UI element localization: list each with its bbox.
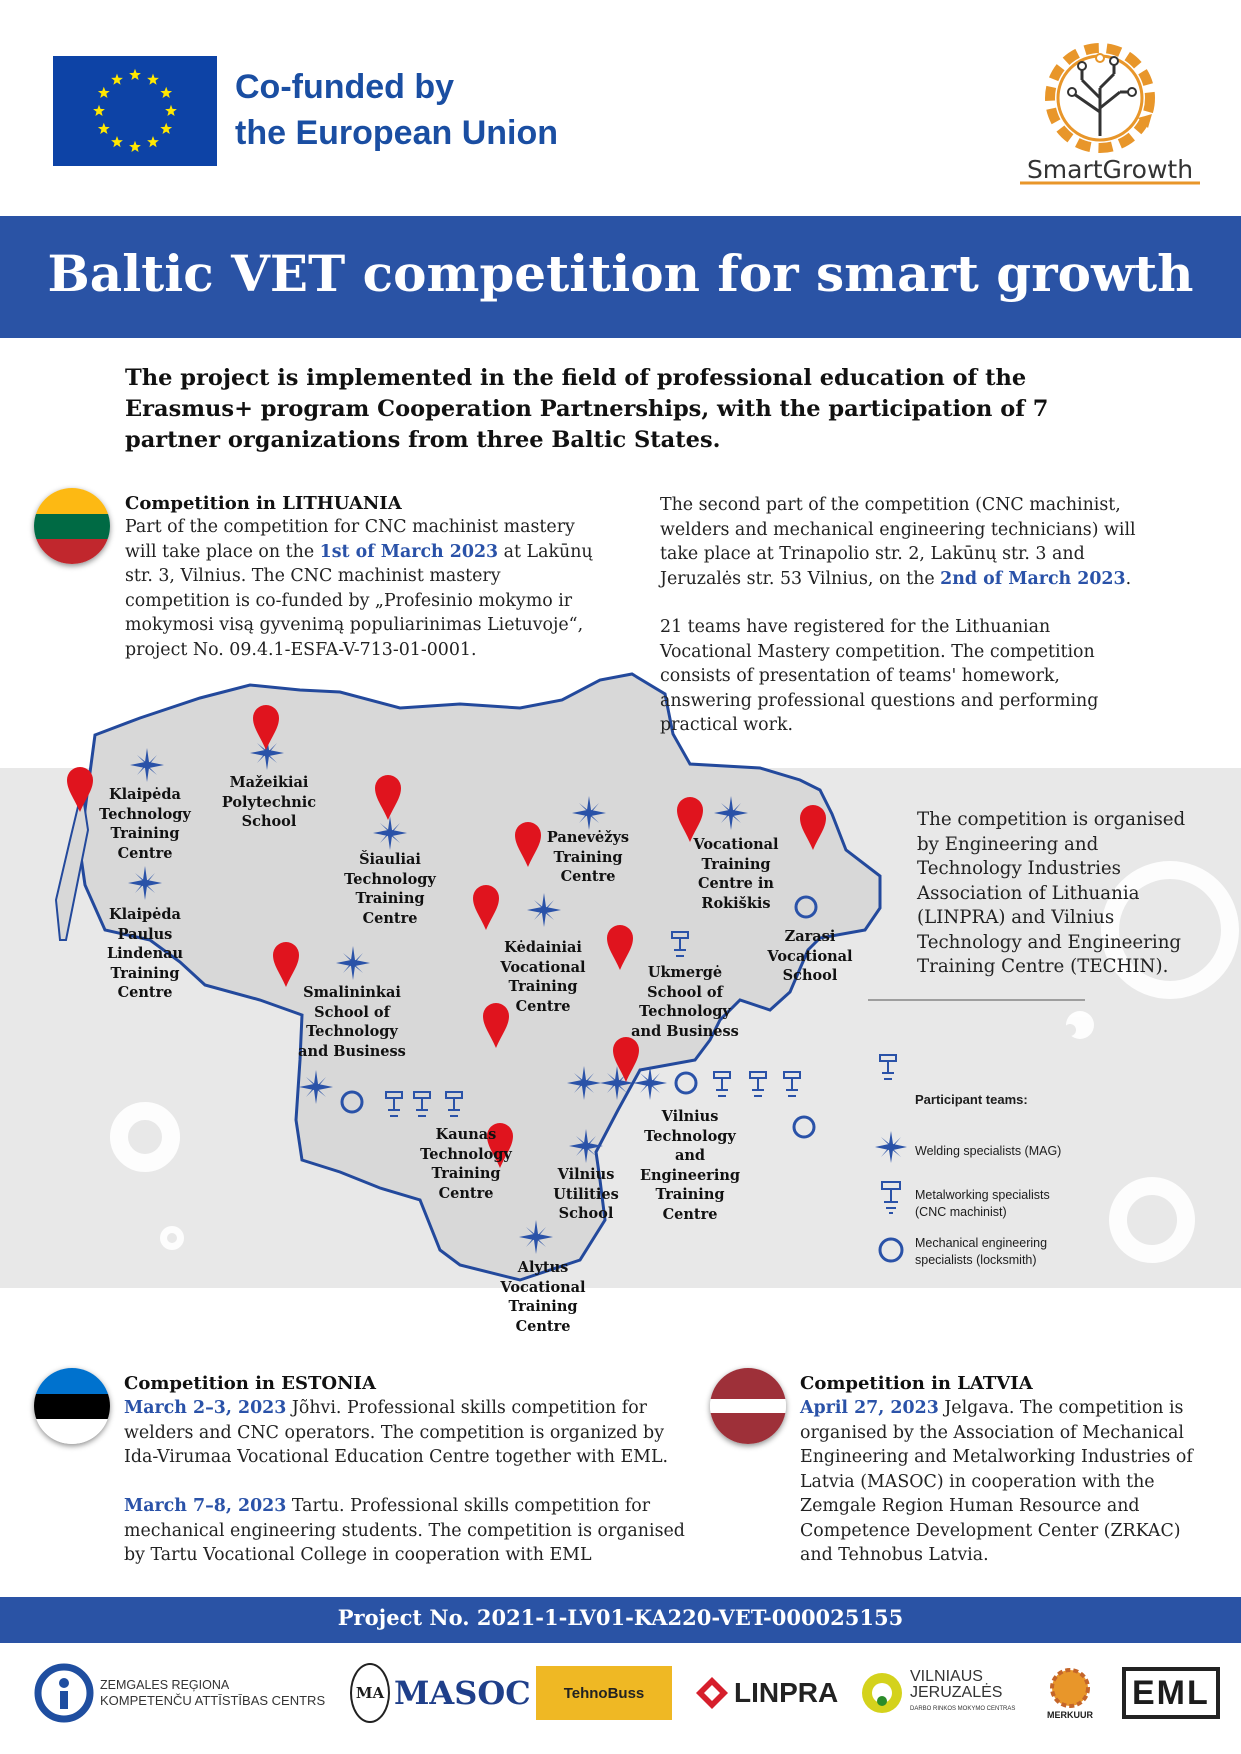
lithuania-organiser: The competition is organised by Engineering and Technology Industries Association of Lithuania (LINPRA) and Vilnius Technology and Engineering Training Centre (TECHIN). (917, 809, 1186, 977)
map-label-vilnius-ut: Vilnius Utilities School (553, 1166, 619, 1222)
gear-circuit-icon (1010, 28, 1210, 190)
legend-welding: Welding specialists (MAG) (915, 1144, 1062, 1158)
partner-masoc-logo: MA MASOC (350, 1660, 531, 1726)
legend-title: Participant teams: (915, 1092, 1028, 1107)
eu-line-1: Co-funded by (235, 68, 455, 106)
legend-cnc-icon (878, 1180, 904, 1216)
legend-gear-icon (880, 1239, 902, 1261)
eu-flag (53, 56, 217, 166)
partner-eml-logo: EML (1122, 1660, 1220, 1726)
smartgrowth-wordmark: SmartGrowth (1026, 155, 1194, 184)
project-number: Project No. 2021-1-LV01-KA220-VET-000025155 (337, 1605, 904, 1630)
smartgrowth-logo (1010, 28, 1210, 190)
legend-weld-star-icon (874, 1130, 908, 1164)
latvia-event-1: April 27, 2023 Jelgava. The competition is organised by the Association of Mechanical Engineering and Metalworking Industries of Latvia (MASOC) in cooperation with the Zemgale Region Human Resource and Competence Development Center (ZRKAC) and Tehnobus Latvia. (800, 1398, 1193, 1565)
eu-star-icon (147, 74, 159, 85)
latvia-heading: Competition in LATVIA (800, 1373, 1033, 1394)
eu-star-icon (111, 74, 123, 85)
eu-stars-icon (53, 56, 217, 166)
map-label-mazeikiai: Mažeikiai Polytechnic School (221, 774, 317, 830)
estonia-event-1: March 2–3, 2023 Jõhvi. Professional skills competition for welders and CNC operators. The competition is organized by Ida-Virumaa Vocational Education Centre together with EML. (124, 1398, 669, 1467)
zrkac-emblem-icon (34, 1663, 94, 1723)
vj-emblem-icon (860, 1671, 904, 1715)
partner-tehnobuss-logo: TehnoBuss (536, 1666, 672, 1720)
eu-star-icon (147, 136, 159, 147)
estonia-event-2: March 7–8, 2023 Tartu. Professional skills competition for mechanical engineering students. The competition is organised by Tartu Vocational College in cooperation with EML (124, 1496, 685, 1565)
eu-star-icon (93, 105, 105, 116)
partner-merkuur-logo: MERKUUR (1040, 1660, 1100, 1726)
lithuania-heading: Competition in LITHUANIA (125, 493, 402, 514)
map-label-kedainiai: Kėdainiai Vocational Training Centre (500, 939, 586, 1015)
eu-star-icon (98, 123, 110, 134)
partner-zrkac-logo: ZEMGALES REĢIONA KOMPETENČU ATTĪSTĪBAS CENTRS (34, 1660, 325, 1726)
eu-star-icon (165, 105, 177, 116)
latvia-flag-icon (710, 1368, 786, 1444)
partner-vilniaus-jeruzales-logo: VILNIAUS JERUZALĖS DARBO RINKOS MOKYMO CENTRAS (860, 1660, 1015, 1726)
legend-metal: Metalworking specialists (CNC machinist) (915, 1188, 1050, 1219)
map-label-klaipeda-tc: Klaipėda Technology Training Centre (99, 786, 191, 862)
eu-star-icon (160, 87, 172, 98)
linpra-diamond-icon (694, 1675, 730, 1711)
map-label-rokiskis: Vocational Training Centre in Rokiškis (693, 836, 779, 912)
eu-star-icon (129, 69, 141, 80)
map-label-ukmerge: Ukmergė School of Technology and Business (631, 964, 739, 1040)
map-label-alytus: Alytus Vocational Training Centre (500, 1259, 586, 1335)
intro-paragraph: The project is implemented in the field of professional education of the Erasmus+ program Cooperation Partnerships, with the participation of 7 partner organizations from three Baltic States. (125, 365, 1049, 453)
page-title: Baltic VET competition for smart growth (47, 244, 1194, 303)
map-label-smalininkai: Smalininkai School of Technology and Business (298, 984, 406, 1060)
map-label-siauliai: Šiauliai Technology Training Centre (344, 851, 436, 927)
lithuania-paragraph-3: 21 teams have registered for the Lithuanian Vocational Mastery competition. The competition consists of presentation of teams' homework, answering professional questions and performing practical work. (660, 617, 1099, 735)
eu-star-icon (160, 123, 172, 134)
estonia-flag-icon (34, 1368, 110, 1444)
lithuania-paragraph-2: The second part of the competition (CNC machinist, welders and mechanical engineering technicians) will take place at Trinapolio str. 2, Lakūnų str. 3 and Jeruzalės str. 53 Vilnius, on the 2nd of March 2023. (660, 495, 1136, 589)
map-label-panevezys: Panevėžys Training Centre (546, 829, 630, 885)
map-label-zarasai: Zarasi Vocational School (767, 928, 853, 984)
lithuania-flag-icon (34, 488, 110, 564)
legend-mech: Mechanical engineering specialists (locksmith) (915, 1236, 1048, 1267)
estonia-heading: Competition in ESTONIA (124, 1373, 376, 1394)
eu-line-2: the European Union (235, 114, 558, 152)
partner-linpra-logo: LINPRA (694, 1660, 838, 1726)
map-label-kaunas: Kaunas Technology Training Centre (420, 1126, 512, 1202)
lithuania-paragraph-1: Part of the competition for CNC machinist mastery will take place on the 1st of March 2023 at Lakūnų str. 3, Vilnius. The CNC machinist mastery competition is co-funded by „Profesinio mokymo ir mokymosi visą gyvenimą populiarinimas Lietuvoje“, project No. 09.4.1-ESFA-V-713-01-0001. (125, 517, 593, 660)
eu-cofunded-label (235, 64, 558, 156)
masoc-emblem: MA (350, 1663, 390, 1723)
merkuur-gear-icon (1040, 1666, 1100, 1710)
eu-star-icon (98, 87, 110, 98)
eu-star-icon (111, 136, 123, 147)
map-label-klaipeda-pl: Klaipėda Paulus Lindenau Training Centre (106, 906, 184, 1001)
map-label-vilnius-te: Vilnius Technology and Engineering Training Centre (639, 1108, 741, 1223)
eu-star-icon (129, 141, 141, 152)
